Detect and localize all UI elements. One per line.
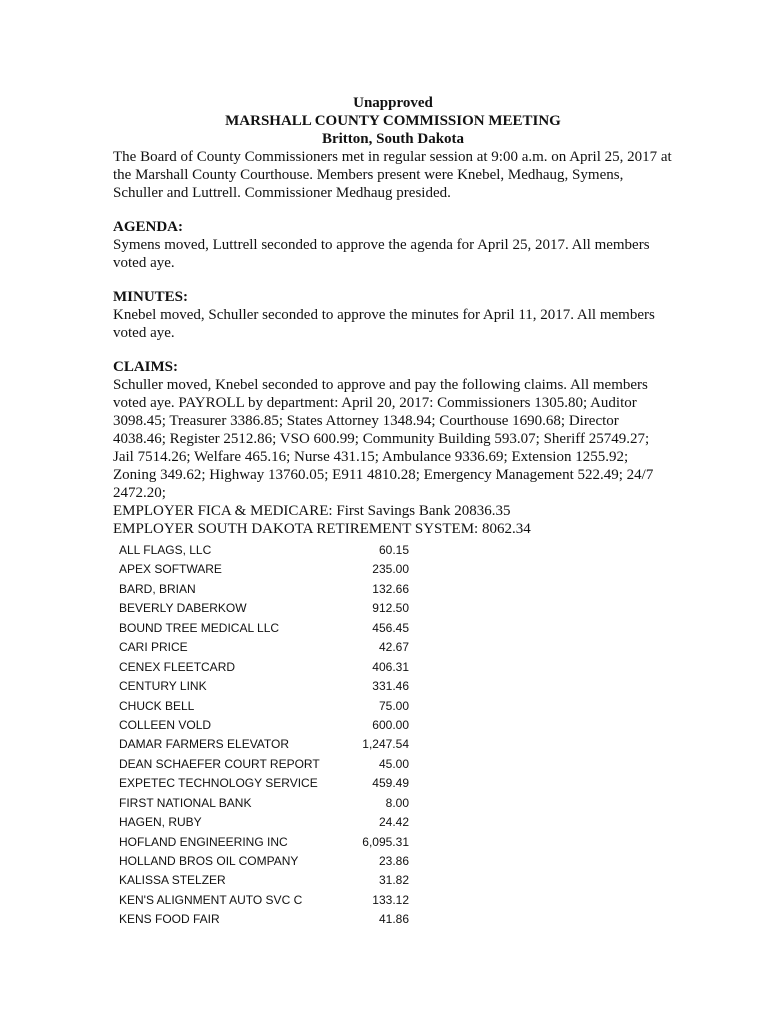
claim-amount: 6,095.31: [362, 834, 409, 849]
claim-row: [119, 541, 409, 560]
claim-row: [119, 735, 409, 754]
claim-amount: 45.00: [378, 756, 409, 771]
claim-row: [119, 658, 409, 677]
claim-payee: ALL FLAGS, LLC: [119, 543, 212, 557]
claim-payee: CENTURY LINK: [119, 679, 207, 694]
claim-amount: 41.86: [378, 912, 409, 927]
claim-payee: BOUND TREE MEDICAL LLC: [119, 620, 280, 635]
claims-heading: CLAIMS:: [113, 359, 179, 375]
claim-row: [119, 560, 409, 579]
claim-amount: 456.45: [372, 620, 409, 635]
claim-payee: FIRST NATIONAL BANK: [119, 795, 252, 810]
location-heading: Britton, South Dakota: [321, 131, 465, 147]
agenda-text: Symens moved, Luttrell seconded to approve the agenda for April 25, 2017. All members voted aye.: [113, 237, 650, 271]
claim-amount: 42.67: [378, 640, 409, 655]
document-title: MARSHALL COUNTY COMMISSION MEETING: [225, 113, 561, 129]
claim-row: [119, 638, 409, 657]
claim-amount: 132.66: [372, 581, 409, 596]
claim-row: [119, 619, 409, 638]
claim-row: [119, 755, 409, 774]
claim-payee: APEX SOFTWARE: [119, 562, 222, 577]
claim-amount: 912.50: [372, 601, 409, 616]
claim-row: [119, 697, 409, 716]
claim-payee: BARD, BRIAN: [119, 581, 196, 596]
intro-paragraph: The Board of County Commissioners met in regular session at 9:00 a.m. on April 25, 2017 at the Marshall County Courthouse. Members present were Knebel, Medhaug, Symens, Schuller and Luttrell. Commissioner Medhaug presided.: [113, 149, 672, 201]
fica-line: EMPLOYER FICA & MEDICARE: First Savings Bank 20836.35: [113, 503, 511, 519]
claim-row: [119, 813, 409, 832]
claim-payee: KALISSA STELZER: [119, 873, 226, 888]
claim-payee: KEN'S ALIGNMENT AUTO SVC C: [119, 892, 303, 907]
claim-amount: 8.00: [385, 795, 409, 810]
claim-amount: 459.49: [372, 776, 409, 791]
claim-row: [119, 910, 409, 929]
claim-payee: BEVERLY DABERKOW: [119, 601, 247, 616]
claim-row: [119, 833, 409, 852]
claim-row: [119, 852, 409, 871]
claim-amount: 331.46: [372, 679, 409, 694]
claim-amount: 235.00: [372, 562, 409, 577]
claim-row: [119, 677, 409, 696]
claim-payee: DEAN SCHAEFER COURT REPORT: [119, 756, 320, 771]
minutes-heading: MINUTES:: [113, 289, 189, 305]
claim-amount: 60.15: [378, 543, 409, 557]
claim-payee: HOLLAND BROS OIL COMPANY: [119, 854, 299, 868]
claim-payee: HAGEN, RUBY: [119, 815, 202, 830]
claim-payee: HOFLAND ENGINEERING INC: [119, 834, 288, 849]
claim-payee: CARI PRICE: [119, 640, 188, 655]
claim-payee: COLLEEN VOLD: [119, 717, 212, 732]
claim-payee: DAMAR FARMERS ELEVATOR: [119, 737, 290, 752]
claim-amount: 75.00: [378, 698, 409, 713]
claim-amount: 133.12: [372, 892, 409, 907]
document-page: [113, 94, 673, 538]
claim-amount: 1,247.54: [362, 737, 409, 752]
claim-amount: 31.82: [378, 873, 409, 888]
claim-row: [119, 774, 409, 793]
minutes-text: Knebel moved, Schuller seconded to approve the minutes for April 11, 2017. All members voted aye.: [113, 307, 655, 341]
claim-row: [119, 580, 409, 599]
claim-payee: CHUCK BELL: [119, 698, 195, 713]
claim-row: [119, 716, 409, 735]
claim-payee: KENS FOOD FAIR: [119, 912, 220, 927]
claim-row: [119, 599, 409, 618]
claim-payee: EXPETEC TECHNOLOGY SERVICE: [119, 776, 318, 791]
claims-list: [119, 541, 409, 930]
claim-amount: 406.31: [372, 659, 409, 674]
status-heading: Unapproved: [353, 95, 433, 111]
claim-row: [119, 794, 409, 813]
agenda-heading: AGENDA:: [113, 219, 183, 235]
retirement-line: EMPLOYER SOUTH DAKOTA RETIREMENT SYSTEM: 8062.34: [113, 521, 531, 537]
claim-amount: 23.86: [378, 854, 409, 868]
claim-amount: 600.00: [372, 717, 409, 732]
claim-amount: 24.42: [378, 815, 409, 830]
claim-row: [119, 891, 409, 910]
claims-text: Schuller moved, Knebel seconded to approve and pay the following claims. All members voted aye. PAYROLL by department: April 20, 2017: Commissioners 1305.80; Auditor 3098.45; Treasurer 3386.85; States Attorney 1348.94; Courthouse 1690.68; Director 4038.46; Register 2512.86; VSO 600.99; Community Building 593.07; Sheriff 25749.27; Jail 7514.26; Welfare 465.16; Nurse 431.15; Ambulance 9336.69; Extension 1255.92; Zoning 349.62; Highway 13760.05; E911 4810.28; Emergency Management 522.49; 24/7 2472.20;: [113, 377, 654, 501]
claim-payee: CENEX FLEETCARD: [119, 659, 236, 674]
claim-row: [119, 871, 409, 890]
